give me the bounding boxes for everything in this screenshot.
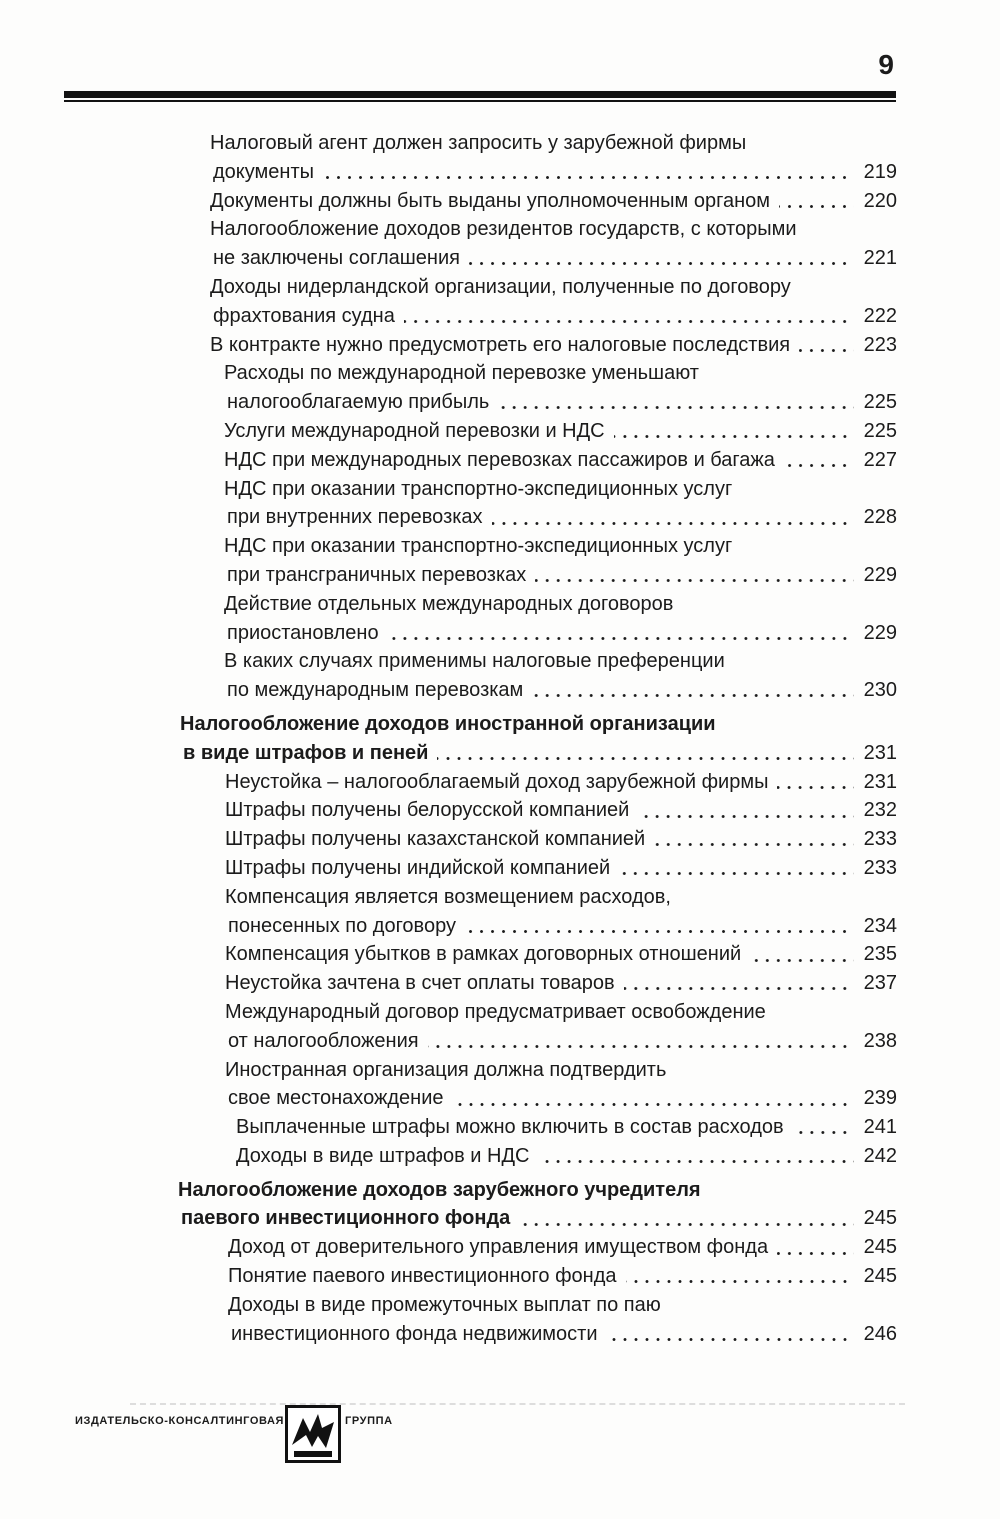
entry-title-row: [225, 998, 858, 1027]
entry-title-line: налогооблагаемую прибыль: [227, 391, 490, 414]
entry-title-row: [228, 912, 858, 941]
entry-page-number: 222: [863, 304, 897, 327]
entry-title-row: [180, 710, 858, 739]
entry-title-line: Доходы в виде штрафов и НДС: [236, 1144, 530, 1167]
publisher-logo-icon: [285, 1405, 341, 1463]
entry-page-number: 229: [863, 563, 897, 586]
entry-title-line: свое местонахождение: [228, 1087, 444, 1110]
entry-page-number: 223: [863, 333, 897, 356]
publisher-name: ИЗДАТЕЛЬСКО-КОНСАЛТИНГОВАЯ: [75, 1415, 285, 1427]
entry-title-row: [210, 215, 858, 244]
entry-title-line: Штрафы получены белорусской компанией: [225, 799, 630, 822]
entry-title-line: Налогообложение доходов резидентов государств, с которыми: [210, 218, 797, 241]
dot-leader: [323, 176, 854, 179]
entry-page-number: 241: [863, 1116, 897, 1139]
entry-title-line: понесенных по договору: [228, 914, 456, 937]
entry-page-number: 221: [863, 247, 897, 270]
dot-leader: [535, 579, 854, 582]
entry-title-row: [228, 1027, 858, 1056]
entry-page-number: 233: [863, 828, 897, 851]
entry-title-row: [210, 273, 858, 302]
entry-page-number: 231: [863, 770, 897, 793]
header-rule: [64, 91, 896, 98]
toc-entry: [0, 883, 1000, 941]
page-number: 9: [878, 49, 894, 80]
dot-leader: [498, 406, 854, 409]
entry-title-row: [178, 1176, 858, 1205]
entry-page-number: 235: [863, 943, 897, 966]
dot-leader: [750, 959, 854, 962]
dot-leader: [437, 757, 854, 760]
entry-title-line: Документы должны быть выданы уполномоченным органом: [210, 189, 771, 212]
dot-leader: [453, 1103, 855, 1106]
entry-title-row: [231, 1320, 858, 1349]
toc-entry: [0, 1291, 1000, 1349]
toc-entry: [0, 825, 1000, 854]
entry-title-row: [224, 359, 858, 388]
entry-title-row: [225, 969, 858, 998]
entry-page-number: 231: [863, 741, 897, 764]
toc-entry: [0, 215, 1000, 273]
entry-title-row: [228, 1084, 858, 1113]
entry-page-number: 234: [863, 914, 897, 937]
entry-title-line: приостановлено: [227, 621, 379, 644]
entry-title-line: Международный договор предусматривает освобождение: [225, 1000, 766, 1023]
dot-leader: [538, 1160, 854, 1163]
dot-leader: [784, 464, 854, 467]
toc-entry: [0, 1262, 1000, 1291]
toc-entry: [0, 969, 1000, 998]
entry-title-line: паевого инвестиционного фонда: [181, 1207, 511, 1230]
dot-leader: [469, 262, 854, 265]
dot-leader: [388, 637, 854, 640]
entry-title-row: [224, 590, 858, 619]
entry-title-line: Доход от доверительного управления имуществом фонда: [228, 1236, 769, 1259]
entry-title-row: [225, 883, 858, 912]
toc-entry: [0, 998, 1000, 1056]
entry-page-number: 227: [863, 448, 897, 471]
entry-title-line: по международным перевозкам: [227, 679, 524, 702]
entry-page-number: 245: [863, 1207, 897, 1230]
entry-title-row: [224, 475, 858, 504]
entry-page-number: 220: [863, 189, 897, 212]
entry-title-row: [225, 854, 858, 883]
dot-leader: [428, 1045, 854, 1048]
entry-title-line: документы: [213, 160, 314, 183]
entry-title-row: [224, 417, 858, 446]
toc-entry: [0, 940, 1000, 969]
toc-entry: [0, 1113, 1000, 1142]
toc-entry: [0, 768, 1000, 797]
entry-title-line: Штрафы получены казахстанской компанией: [225, 828, 646, 851]
dot-leader: [638, 815, 854, 818]
toc-entry: [0, 647, 1000, 705]
entry-title-line: Услуги международной перевозки и НДС: [224, 419, 605, 442]
entry-page-number: 225: [863, 391, 897, 414]
dot-leader: [614, 435, 854, 438]
entry-title-line: Компенсация является возмещением расходов,: [225, 885, 671, 908]
entry-title-line: инвестиционного фонда недвижимости: [231, 1322, 598, 1345]
entry-page-number: 242: [863, 1144, 897, 1167]
entry-title-row: [224, 647, 858, 676]
entry-page-number: 229: [863, 621, 897, 644]
entry-page-number: 246: [863, 1322, 897, 1345]
entry-page-number: 219: [863, 160, 897, 183]
toc-entry: [0, 129, 1000, 187]
entry-page-number: 232: [863, 799, 897, 822]
entry-title-line: фрахтования судна: [213, 304, 395, 327]
dot-leader: [519, 1223, 854, 1226]
entry-title-row: [228, 1233, 858, 1262]
entry-title-row: [213, 244, 858, 273]
dot-leader: [532, 694, 854, 697]
entry-title-line: Компенсация убытков в рамках договорных отношений: [225, 943, 742, 966]
entry-title-row: [227, 619, 858, 648]
dot-leader: [777, 1252, 854, 1255]
entry-title-row: [227, 676, 858, 705]
entry-title-row: [181, 1204, 858, 1233]
header-rule-thin: [64, 100, 896, 102]
entry-title-row: [227, 503, 858, 532]
toc-entry: [0, 359, 1000, 417]
toc-entry: [0, 331, 1000, 360]
toc-entry: [0, 1233, 1000, 1262]
entry-title-line: при трансграничных перевозках: [227, 563, 527, 586]
entry-page-number: 230: [863, 679, 897, 702]
entry-title-row: [225, 940, 858, 969]
table-of-contents: [0, 129, 1000, 1348]
entry-title-line: НДС при оказании транспортно-экспедиционных услуг: [224, 535, 733, 558]
toc-entry: [0, 1142, 1000, 1171]
entry-title-row: [225, 768, 858, 797]
entry-title-line: Доходы нидерландской организации, полученные по договору: [210, 275, 791, 298]
entry-title-line: НДС при оказании транспортно-экспедиционных услуг: [224, 477, 733, 500]
entry-title-line: НДС при международных перевозках пассажиров и багажа: [224, 448, 775, 471]
entry-title-row: [213, 158, 858, 187]
entry-title-row: [225, 825, 858, 854]
entry-title-row: [236, 1142, 858, 1171]
entry-page-number: 225: [863, 419, 897, 442]
dot-leader: [619, 872, 854, 875]
entry-title-row: [225, 1056, 858, 1085]
entry-page-number: 239: [863, 1087, 897, 1110]
toc-entry: [0, 532, 1000, 590]
toc-entry: [0, 796, 1000, 825]
toc-chapter: [0, 1176, 1000, 1234]
toc-entry: [0, 1056, 1000, 1114]
publisher-group-label: ГРУППА: [345, 1415, 393, 1427]
entry-title-line: Понятие паевого инвестиционного фонда: [228, 1265, 617, 1288]
dot-leader: [654, 843, 854, 846]
entry-page-number: 233: [863, 856, 897, 879]
entry-title-line: от налогообложения: [228, 1029, 419, 1052]
entry-title-row: [227, 561, 858, 590]
entry-title-line: Штрафы получены индийской компанией: [225, 856, 611, 879]
dot-leader: [404, 320, 854, 323]
toc-chapter: [0, 710, 1000, 768]
toc-entry: [0, 590, 1000, 648]
dot-leader: [607, 1338, 855, 1341]
dot-leader: [779, 205, 854, 208]
dot-leader: [626, 1280, 854, 1283]
entry-title-row: [210, 331, 858, 360]
entry-title-line: Налоговый агент должен запросить у зарубежной фирмы: [210, 132, 747, 154]
dot-leader: [465, 930, 854, 933]
entry-title-row: [225, 796, 858, 825]
dot-leader: [793, 1131, 854, 1134]
entry-page-number: 245: [863, 1265, 897, 1288]
entry-page-number: 238: [863, 1029, 897, 1052]
entry-title-row: [224, 446, 858, 475]
dot-leader: [777, 786, 854, 789]
entry-title-line: Налогообложение доходов зарубежного учредителя: [178, 1178, 701, 1201]
entry-title-line: не заключены соглашения: [213, 247, 460, 270]
entry-title-row: [210, 129, 858, 158]
entry-title-line: Иностранная организация должна подтвердить: [225, 1058, 667, 1081]
entry-title-row: [210, 187, 858, 216]
entry-title-line: Выплаченные штрафы можно включить в состав расходов: [236, 1116, 784, 1139]
entry-title-line: при внутренних перевозках: [227, 506, 483, 529]
entry-title-line: Неустойка – налогооблагаемый доход зарубежной фирмы: [225, 770, 769, 793]
entry-title-row: [236, 1113, 858, 1142]
entry-title-row: [228, 1262, 858, 1291]
dot-leader: [492, 522, 854, 525]
entry-page-number: 237: [863, 972, 897, 995]
toc-entry: [0, 187, 1000, 216]
dot-leader: [624, 987, 854, 990]
entry-title-row: [183, 739, 858, 768]
entry-title-row: [213, 302, 858, 331]
entry-title-line: Действие отдельных международных договоров: [224, 592, 674, 615]
entry-title-line: Неустойка зачтена в счет оплаты товаров: [225, 972, 615, 995]
toc-entry: [0, 273, 1000, 331]
toc-entry: [0, 417, 1000, 446]
entry-title-line: Расходы по международной перевозке уменьшают: [224, 362, 699, 385]
toc-entry: [0, 446, 1000, 475]
toc-entry: [0, 475, 1000, 533]
entry-title-row: [228, 1291, 858, 1320]
entry-title-line: Доходы в виде промежуточных выплат по паю: [228, 1293, 661, 1316]
entry-title-line: В контракте нужно предусмотреть его налоговые последствия: [210, 333, 791, 356]
entry-page-number: 245: [863, 1236, 897, 1259]
entry-title-line: в виде штрафов и пеней: [183, 741, 429, 764]
entry-page-number: 228: [863, 506, 897, 529]
dot-leader: [799, 349, 854, 352]
entry-title-line: Налогообложение доходов иностранной организации: [180, 712, 716, 735]
footer-rule: [130, 1403, 905, 1405]
toc-entry: [0, 854, 1000, 883]
entry-title-row: [224, 532, 858, 561]
entry-title-row: [227, 388, 858, 417]
entry-title-line: В каких случаях применимы налоговые преференции: [224, 650, 725, 673]
